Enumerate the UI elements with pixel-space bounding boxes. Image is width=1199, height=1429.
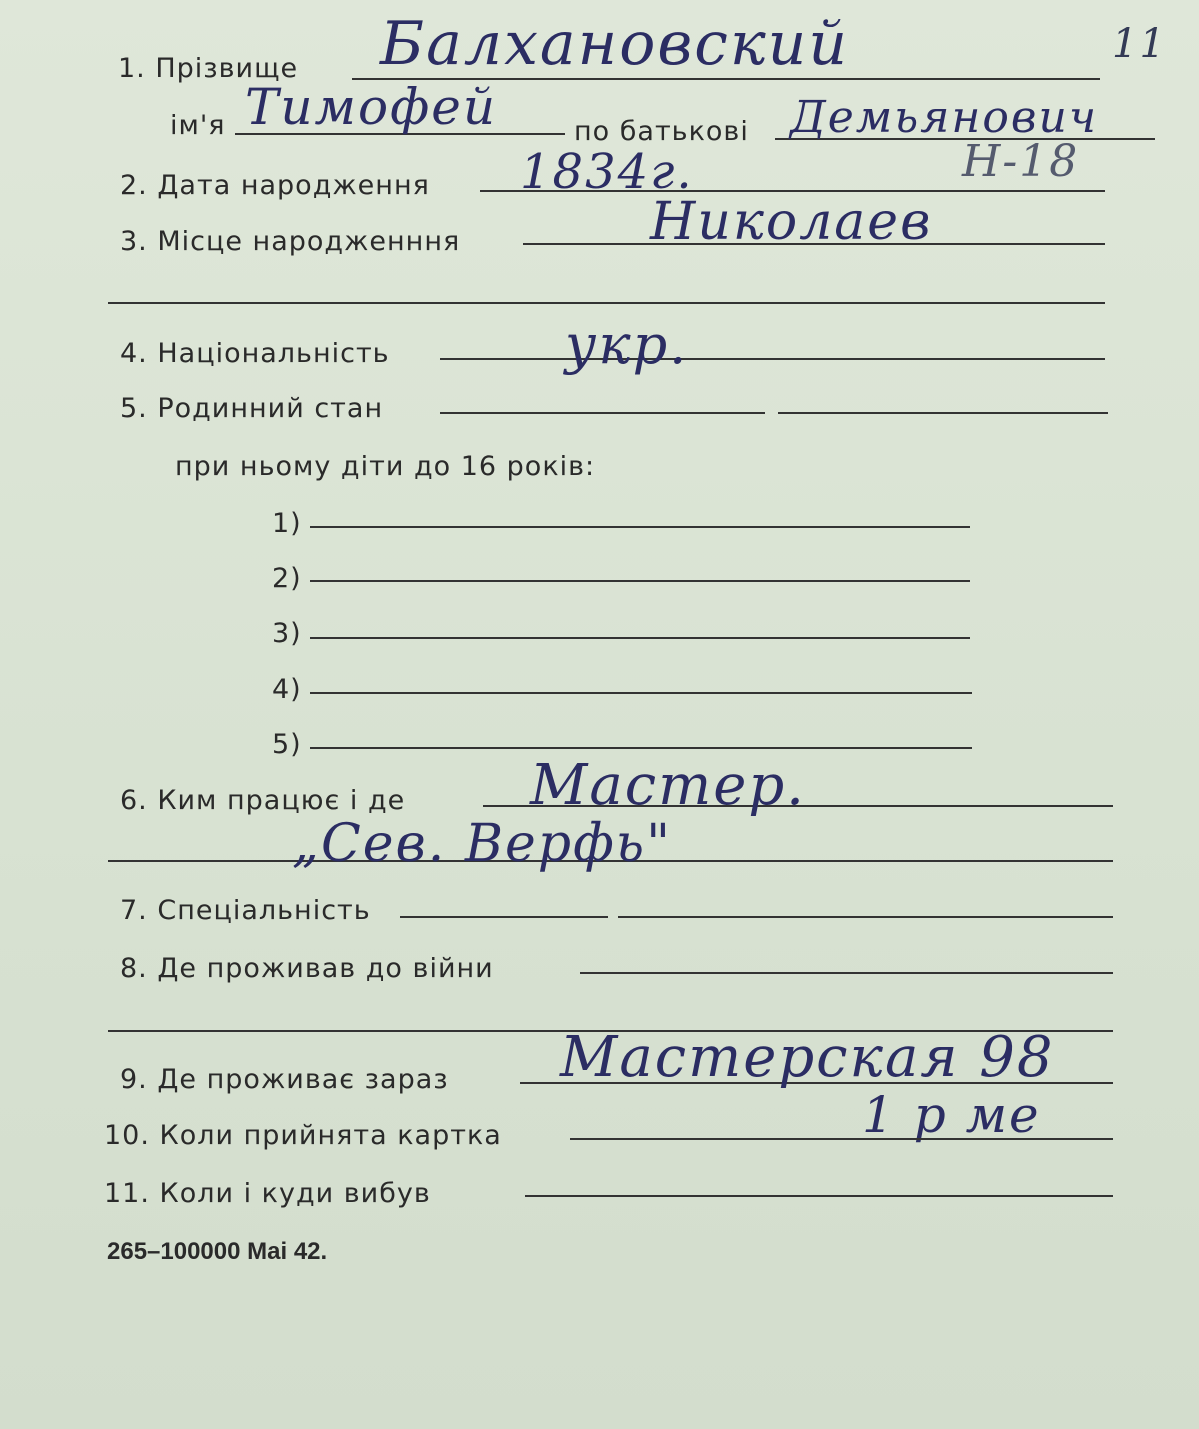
birth-date-label: 2. Дата народження [120,170,430,201]
birth-place-value: Николаев [650,192,933,252]
specialty-line-2 [618,916,1113,918]
margin-note: Н-18 [962,136,1080,187]
child-4-line [310,692,972,694]
nationality-label: 4. Національність [120,338,390,369]
departure-label: 11. Коли і куди вибув [104,1178,431,1209]
birth-date-value: 1834г. [520,144,694,200]
current-residence-value-2: 1 р ме [862,1086,1041,1144]
prewar-residence-label: 8. Де проживав до війни [120,953,494,984]
child-5-label: 5) [272,729,302,760]
patronymic-label: по батькові [574,116,749,147]
child-3-label: 3) [272,618,302,649]
child-3-line [310,637,970,639]
nationality-line [440,358,1105,360]
child-1-line [310,526,970,528]
work-value-1: Мастер. [530,753,806,818]
children-label: при ньому діти до 16 років: [175,451,596,482]
specialty-line-1 [400,916,608,918]
patronymic-value: Демьянович [790,92,1099,143]
surname-label: 1. Прізвище [118,53,299,84]
current-residence-label: 9. Де проживає зараз [120,1064,449,1095]
card-accepted-line [570,1138,1113,1140]
card-accepted-label: 10. Коли прийнята картка [104,1120,502,1151]
child-2-label: 2) [272,563,302,594]
child-5-line [310,747,972,749]
print-code: 265–100000 Mai 42. [107,1238,328,1265]
surname-value: Балхановский [380,9,849,79]
family-status-line-2 [778,412,1108,414]
birth-place-label: 3. Місце народженння [120,226,461,257]
family-status-label: 5. Родинний стан [120,393,384,424]
prewar-residence-line-1 [580,972,1113,974]
child-2-line [310,580,970,582]
name-label: ім'я [170,110,226,141]
child-4-label: 4) [272,674,302,705]
birth-place-line-2 [108,302,1105,304]
family-status-line-1 [440,412,765,414]
work-value-2: „Сев. Верфь" [292,814,673,874]
name-value: Тимофей [245,78,498,136]
work-label: 6. Ким працює і де [120,785,406,816]
current-residence-value-1: Мастерская 98 [560,1025,1055,1090]
departure-line [525,1195,1113,1197]
specialty-label: 7. Спеціальність [120,895,371,926]
corner-mark: 11 [1112,21,1167,67]
nationality-value: укр. [565,313,689,376]
child-1-label: 1) [272,508,302,539]
